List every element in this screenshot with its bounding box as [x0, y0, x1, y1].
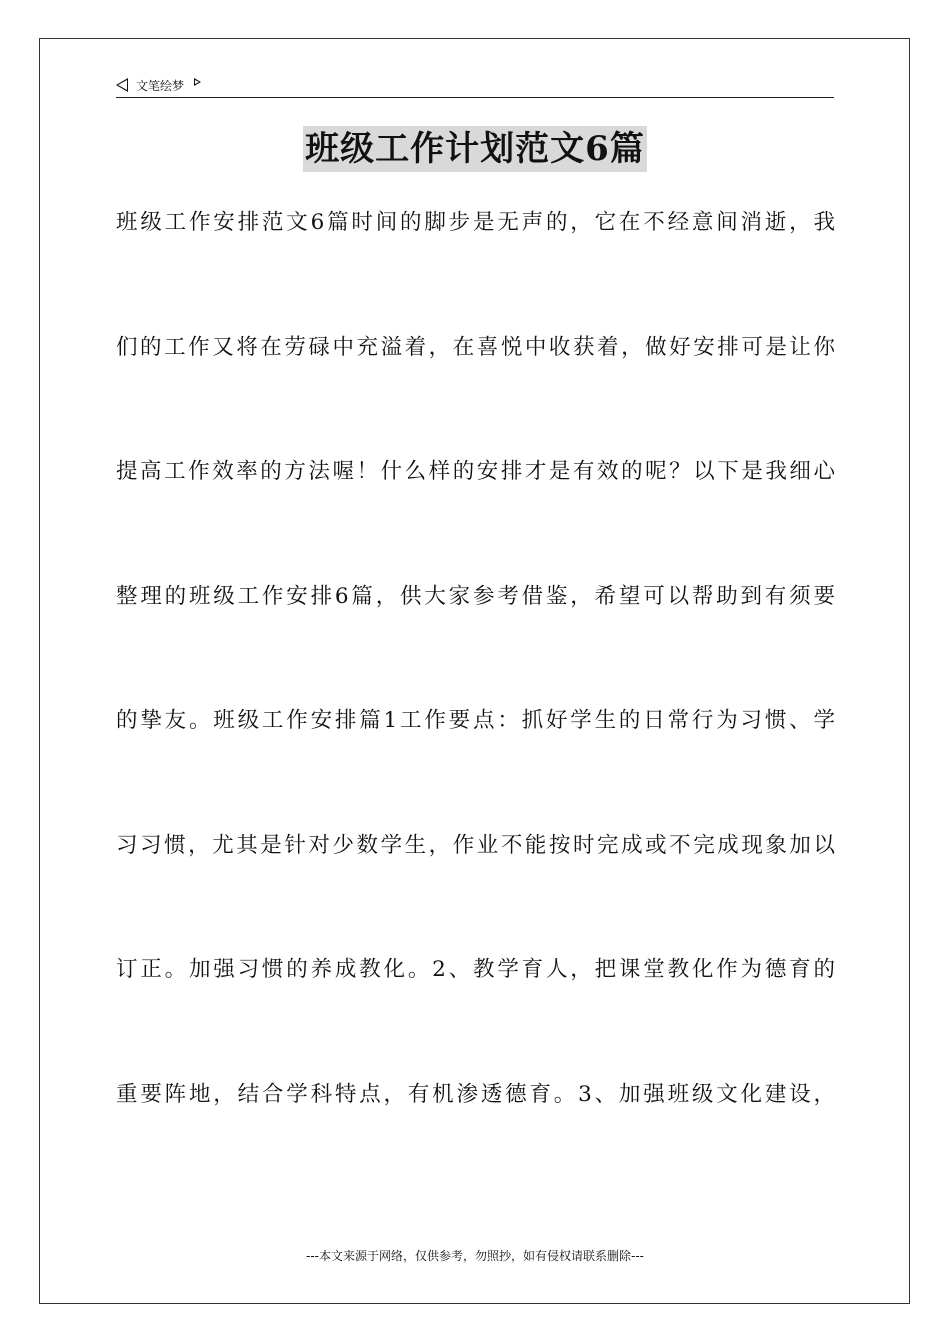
document-body	[116, 205, 836, 1201]
body-line: 提高工作效率的方法喔！什么样的安排才是有效的呢？以下是我细心	[116, 459, 836, 484]
body-line: 班级工作安排范文6篇时间的脚步是无声的，它在不经意间消逝，我	[116, 210, 836, 235]
body-line: 订正。加强习惯的养成教化。2、教学育人，把课堂教化作为德育的	[116, 957, 836, 982]
header-divider	[116, 97, 834, 98]
body-line: 整理的班级工作安排6篇，供大家参考借鉴，希望可以帮助到有须要	[116, 583, 836, 609]
triangle-right-icon	[194, 78, 201, 86]
document-title: 班级工作计划范文6篇	[303, 126, 647, 172]
page-header	[116, 72, 834, 98]
triangle-left-icon	[116, 78, 128, 92]
body-line: 们的工作又将在劳碌中充溢着，在喜悦中收获着，做好安排可是让你	[116, 334, 836, 360]
body-line: 重要阵地，结合学科特点，有机渗透德育。3、加强班级文化建设，	[116, 1081, 836, 1107]
page-footer: ---本文来源于网络，仅供参考，勿照抄，如有侵权请联系删除---	[306, 1249, 644, 1263]
header-brand: 文笔绘梦	[136, 78, 185, 93]
body-line: 的挚友。班级工作安排篇1工作要点：抓好学生的日常行为习惯、学	[116, 708, 836, 733]
body-line: 习习惯，尤其是针对少数学生，作业不能按时完成或不完成现象加以	[116, 832, 836, 858]
title-container	[0, 126, 950, 172]
